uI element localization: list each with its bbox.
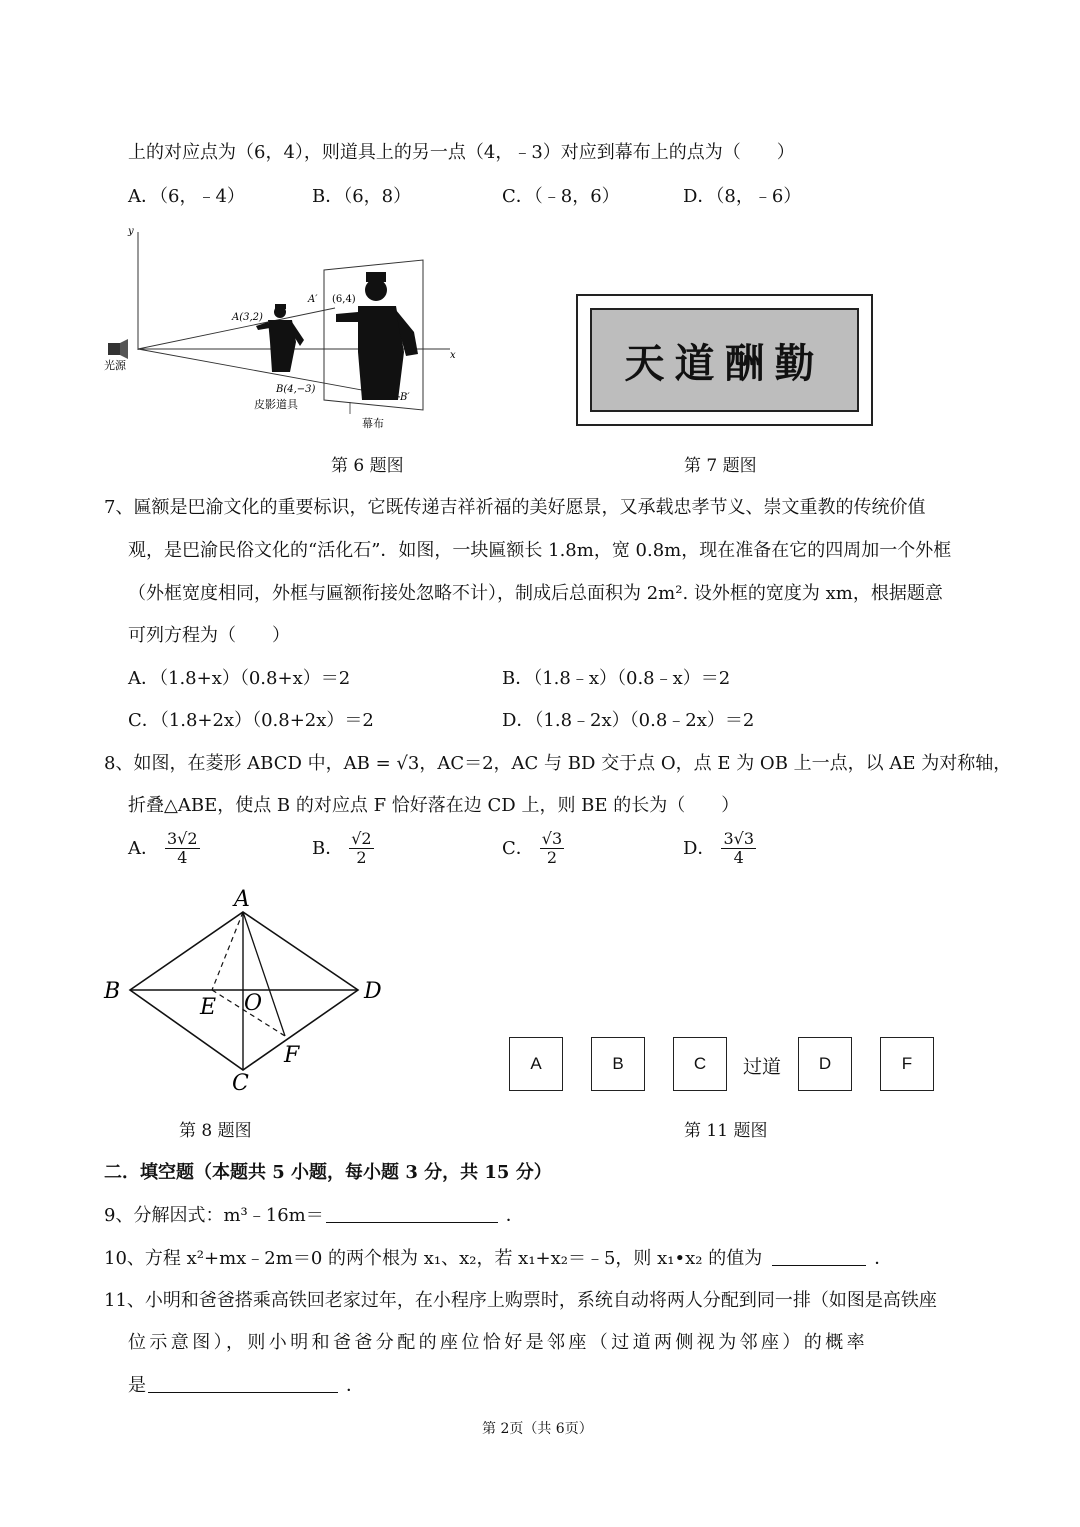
fig7-caption: 第 7 题图	[684, 456, 757, 476]
q8-option-b-letter: B．	[312, 837, 344, 859]
q10-text: 10、方程 x²+mx﹣2m＝0 的两个根为 x₁、x₂，若 x₁+x₂＝﹣5，则 x₁•x₂ 的值为	[104, 1248, 763, 1269]
fig6-point-a: A(3,2)	[232, 312, 263, 323]
large-puppet-silhouette	[336, 272, 418, 400]
q8-option-a-num: 3√2	[167, 829, 198, 848]
q7-line-3: （外框宽度相同，外框与匾额衔接处忽略不计），制成后总面积为 2m². 设外框的宽度为 xm，根据题意	[128, 583, 943, 604]
q6-option-c: C．（﹣8，6）	[502, 186, 620, 207]
fig8-label-o: O	[244, 991, 263, 1016]
q8-option-b	[312, 830, 374, 868]
q9	[104, 1201, 524, 1227]
q9-answer-blank[interactable]	[326, 1204, 498, 1223]
q8-option-d-fraction	[721, 830, 756, 868]
q11-end: ．	[346, 1375, 364, 1396]
q11-line-2: 位示意图），则小明和爸爸分配的座位恰好是邻座（过道两侧视为邻座）的概率	[128, 1332, 868, 1353]
fig8-label-a: A	[234, 887, 250, 912]
q11-line-3-text: 是	[128, 1375, 146, 1396]
q8-line-1: 8、如图，在菱形 ABCD 中，AB = √3，AC＝2，AC 与 BD 交于点 O，点 E 为 OB 上一点，以 AE 为对称轴，	[104, 753, 1012, 774]
q10-answer-blank[interactable]	[772, 1247, 866, 1266]
figure-8-rhombus	[100, 884, 390, 1096]
fig8-label-b: B	[104, 979, 121, 1004]
q6-stem: 上的对应点为（6，4），则道具上的另一点（4，﹣3）对应到幕布上的点为（ ）	[128, 142, 795, 163]
fig8-label-c: C	[232, 1071, 249, 1096]
q8-option-b-num: √2	[351, 829, 372, 848]
page-footer: 第 2页（共 6页）	[482, 1421, 593, 1437]
fig8-label-e: E	[200, 995, 217, 1020]
fig6-x-label: x	[450, 350, 456, 361]
q7-option-a: A．（1.8+x）（0.8+x）＝2	[128, 668, 351, 689]
seat-a: A	[509, 1037, 563, 1091]
q8-option-d-letter: D．	[683, 837, 716, 859]
q8-option-b-den: 2	[356, 848, 367, 868]
fig8-label-f: F	[284, 1043, 300, 1068]
q7-line-1: 7、匾额是巴渝文化的重要标识，它既传递吉祥祈福的美好愿景，又承载忠孝节义、崇文重教的传统价值	[104, 497, 926, 518]
small-puppet-silhouette	[256, 304, 304, 372]
q8-option-a-fraction	[165, 830, 200, 868]
figure-7-plaque-frame	[576, 294, 873, 426]
q8-option-c-den: 2	[546, 848, 558, 868]
figure-6-diagram	[100, 222, 470, 434]
q8-option-a	[128, 830, 200, 868]
fig6-caption: 第 6 题图	[331, 456, 404, 476]
q10	[104, 1244, 892, 1270]
fig6-light-label: 光源	[104, 359, 126, 372]
q6-option-b: B．（6，8）	[312, 186, 412, 207]
fig6-point-a-prime-coord: (6,4)	[332, 294, 356, 305]
fig6-point-b-prime: B′	[400, 392, 410, 403]
q11-line-1: 11、小明和爸爸搭乘高铁回老家过年，在小程序上购票时，系统自动将两人分配到同一排（如图是高铁座	[104, 1290, 937, 1311]
q6-option-a: A．（6，﹣4）	[128, 186, 245, 207]
section-2-title: 二．填空题（本题共 5 小题，每小题 3 分，共 15 分）	[104, 1162, 552, 1183]
q8-option-c-num: √3	[541, 829, 563, 848]
fig11-caption: 第 11 题图	[684, 1121, 768, 1141]
q8-option-d	[683, 830, 756, 868]
q8-option-c-fraction	[540, 830, 564, 868]
q7-line-2: 观，是巴渝民俗文化的“活化石”．如图，一块匾额长 1.8m，宽 0.8m，现在准备在它的四周加一个外框	[128, 540, 952, 561]
plaque-board	[590, 308, 859, 412]
fig6-prop-label: 皮影道具	[254, 398, 298, 411]
q8-line-2: 折叠△ABE，使点 B 的对应点 F 恰好落在边 CD 上，则 BE 的长为（ ）	[128, 795, 740, 816]
q9-text: 9、分解因式：m³﹣16m＝	[104, 1205, 324, 1226]
q8-option-c-letter: C．	[502, 837, 534, 859]
plaque-text: 天道酬勤	[624, 339, 825, 387]
q9-end: ．	[505, 1205, 524, 1226]
q7-option-b: B．（1.8﹣x）（0.8﹣x）＝2	[502, 668, 731, 689]
q8-option-a-den: 4	[177, 848, 188, 868]
q8-option-c	[502, 830, 564, 868]
seat-d: D	[798, 1037, 852, 1091]
seat-c: C	[673, 1037, 727, 1091]
seat-f: F	[880, 1037, 934, 1091]
q8-option-d-num: 3√3	[723, 829, 754, 848]
fig6-point-b: B(4,−3)	[276, 384, 316, 395]
q11-answer-blank[interactable]	[148, 1374, 338, 1393]
fig8-caption: 第 8 题图	[179, 1121, 252, 1141]
q7-option-d: D．（1.8﹣2x）（0.8﹣2x）＝2	[502, 710, 755, 731]
fig6-point-a-prime: A′	[308, 294, 318, 305]
fig6-y-label: y	[128, 226, 134, 237]
aisle-label: 过道	[743, 1057, 782, 1078]
fig6-screen-label: 幕布	[362, 417, 384, 430]
q7-line-4: 可列方程为（ ）	[128, 625, 290, 646]
q8-option-d-den: 4	[733, 848, 744, 868]
q10-end: ．	[874, 1248, 893, 1269]
q11-line-3	[128, 1371, 364, 1397]
q7-option-c: C．（1.8+2x）（0.8+2x）＝2	[128, 710, 374, 731]
q6-option-d: D．（8，﹣6）	[683, 186, 802, 207]
light-source-icon	[108, 339, 128, 359]
q8-option-b-fraction	[349, 830, 373, 868]
q8-option-a-letter: A．	[128, 837, 159, 859]
fig8-label-d: D	[364, 979, 382, 1004]
seat-b: B	[591, 1037, 645, 1091]
